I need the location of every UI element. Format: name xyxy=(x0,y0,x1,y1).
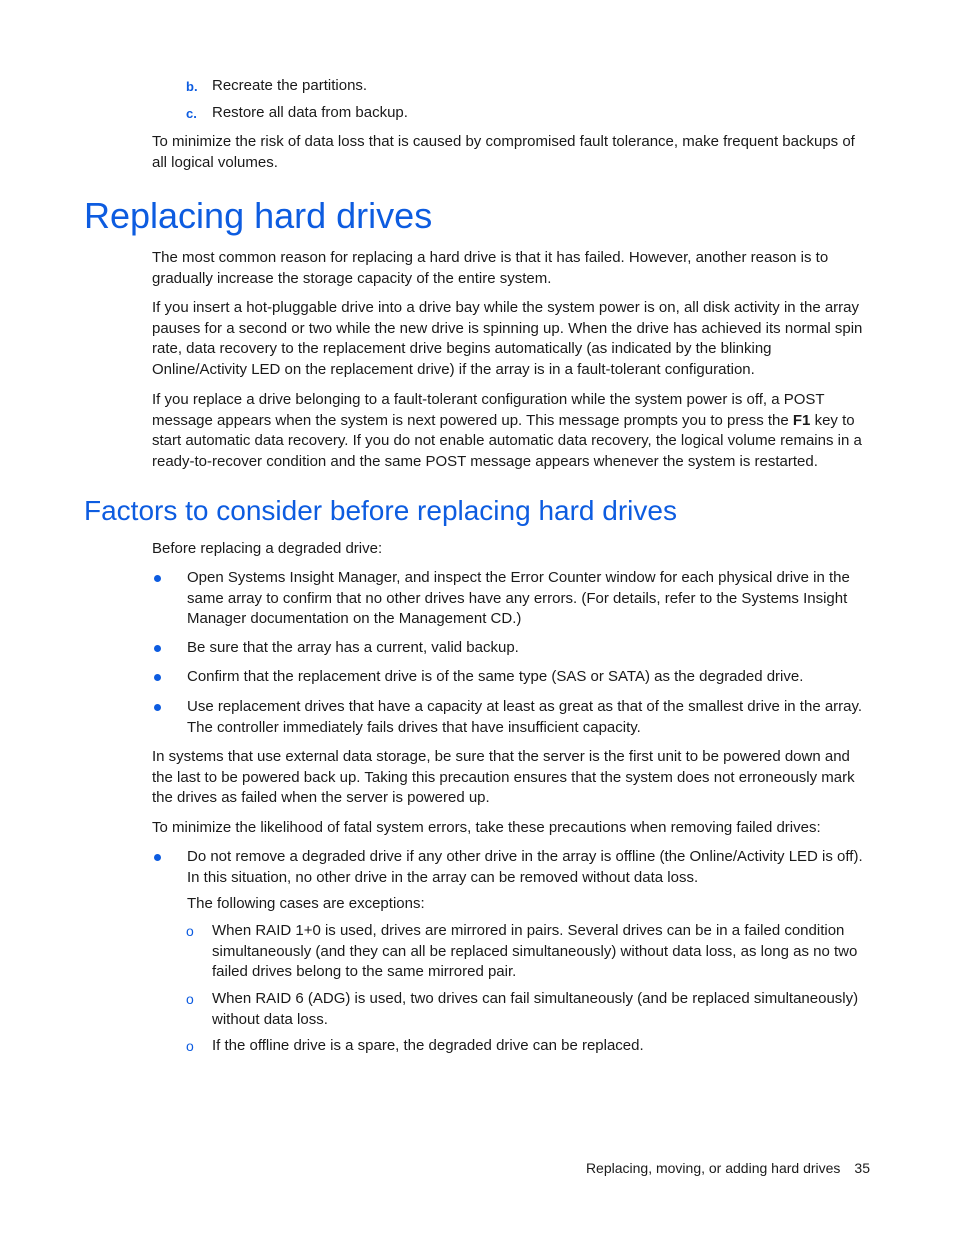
paragraph-lead: Before replacing a degraded drive: xyxy=(152,540,383,557)
bullet-icon xyxy=(154,645,161,652)
bullet-icon xyxy=(154,854,161,861)
circle-bullet-icon: o xyxy=(186,923,194,939)
circle-bullet-icon: o xyxy=(186,1038,194,1054)
section-heading-replacing: Replacing hard drives xyxy=(84,195,433,236)
page-number: 35 xyxy=(854,1160,870,1176)
paragraph-text: key to start automatic data recovery. If you do not enable automatic data recovery, the logical volume remains in a ready-to-recover condition and the same POST message appears whenever the system is restarted. xyxy=(152,411,862,470)
list-item-text: Do not remove a degraded drive if any other drive in the array is offline (the Online/Activity LED is off). In this situation, no other drive in the array can be removed without data loss. xyxy=(187,848,863,886)
step-text: Restore all data from backup. xyxy=(212,104,408,121)
sub-list-item-text: If the offline drive is a spare, the degraded drive can be replaced. xyxy=(212,1037,644,1054)
page-footer xyxy=(0,1158,870,1178)
footer-section-title: Replacing, moving, or adding hard drives xyxy=(585,1160,841,1176)
bullet-icon xyxy=(154,674,161,681)
exceptions-lead: The following cases are exceptions: xyxy=(187,895,425,912)
step-marker: b. xyxy=(186,79,198,94)
list-item-text: Use replacement drives that have a capacity at least as great as that of the smallest drive in the array. The controller immediately fails drives that have insufficient capacity. xyxy=(187,698,863,736)
paragraph-reason: The most common reason for replacing a hard drive is that it has failed. However, another reason is to gradually increase the storage capacity of the entire system. xyxy=(152,249,829,287)
list-item-text: Confirm that the replacement drive is of the same type (SAS or SATA) as the degraded drive. xyxy=(187,668,804,685)
list-item-text: Be sure that the array has a current, valid backup. xyxy=(187,639,519,656)
circle-bullet-icon: o xyxy=(186,991,194,1007)
intro-paragraph: To minimize the risk of data loss that is caused by compromised fault tolerance, make frequent backups of all logical volumes. xyxy=(152,133,855,171)
paragraph-fatal-errors: To minimize the likelihood of fatal system errors, take these precautions when removing failed drives: xyxy=(152,819,821,836)
paragraph-hot-plug: If you insert a hot-pluggable drive into a drive bay while the system power is on, all disk activity in the array pauses for a second or two while the new drive is spinning up. When the drive has achieved its normal spin rate, data recovery to the replacement drive begins automatically (as indicated by the blinking Online/Activity LED on the replacement drive) if the array is in a fault-tolerant configuration. xyxy=(152,299,863,378)
list-item-text: Open Systems Insight Manager, and inspect the Error Counter window for each physical drive in the same array to confirm that no other drives have any errors. (For details, refer to the Systems Insight Manager documentation on the Management CD.) xyxy=(187,569,850,627)
sub-list-item-text: When RAID 6 (ADG) is used, two drives can fail simultaneously (and be replaced simultaneously) without data loss. xyxy=(212,990,859,1028)
sub-list-item-text: When RAID 1+0 is used, drives are mirrored in pairs. Several drives can be in a failed condition simultaneously (and they can all be replaced simultaneously) without data loss, as long as no two failed drives belong to the same mirrored pair. xyxy=(212,922,858,980)
step-marker: c. xyxy=(186,106,197,121)
step-text: Recreate the partitions. xyxy=(212,77,368,94)
paragraph-text: If you replace a drive belonging to a fault-tolerant configuration while the system power is off, a POST message appears when the system is next powered up. This message prompts you to press the xyxy=(152,391,825,429)
paragraph-power-off xyxy=(152,390,870,472)
paragraph-external-storage: In systems that use external data storage, be sure that the server is the first unit to be powered down and the last to be powered back up. Taking this precaution ensures that the system does not erroneously mark the drives as failed when the server is powered up. xyxy=(152,748,855,806)
bullet-icon xyxy=(154,575,161,582)
section-heading-factors: Factors to consider before replacing hard drives xyxy=(84,495,677,526)
bullet-icon xyxy=(154,704,161,711)
f1-key-label: F1 xyxy=(792,411,811,429)
